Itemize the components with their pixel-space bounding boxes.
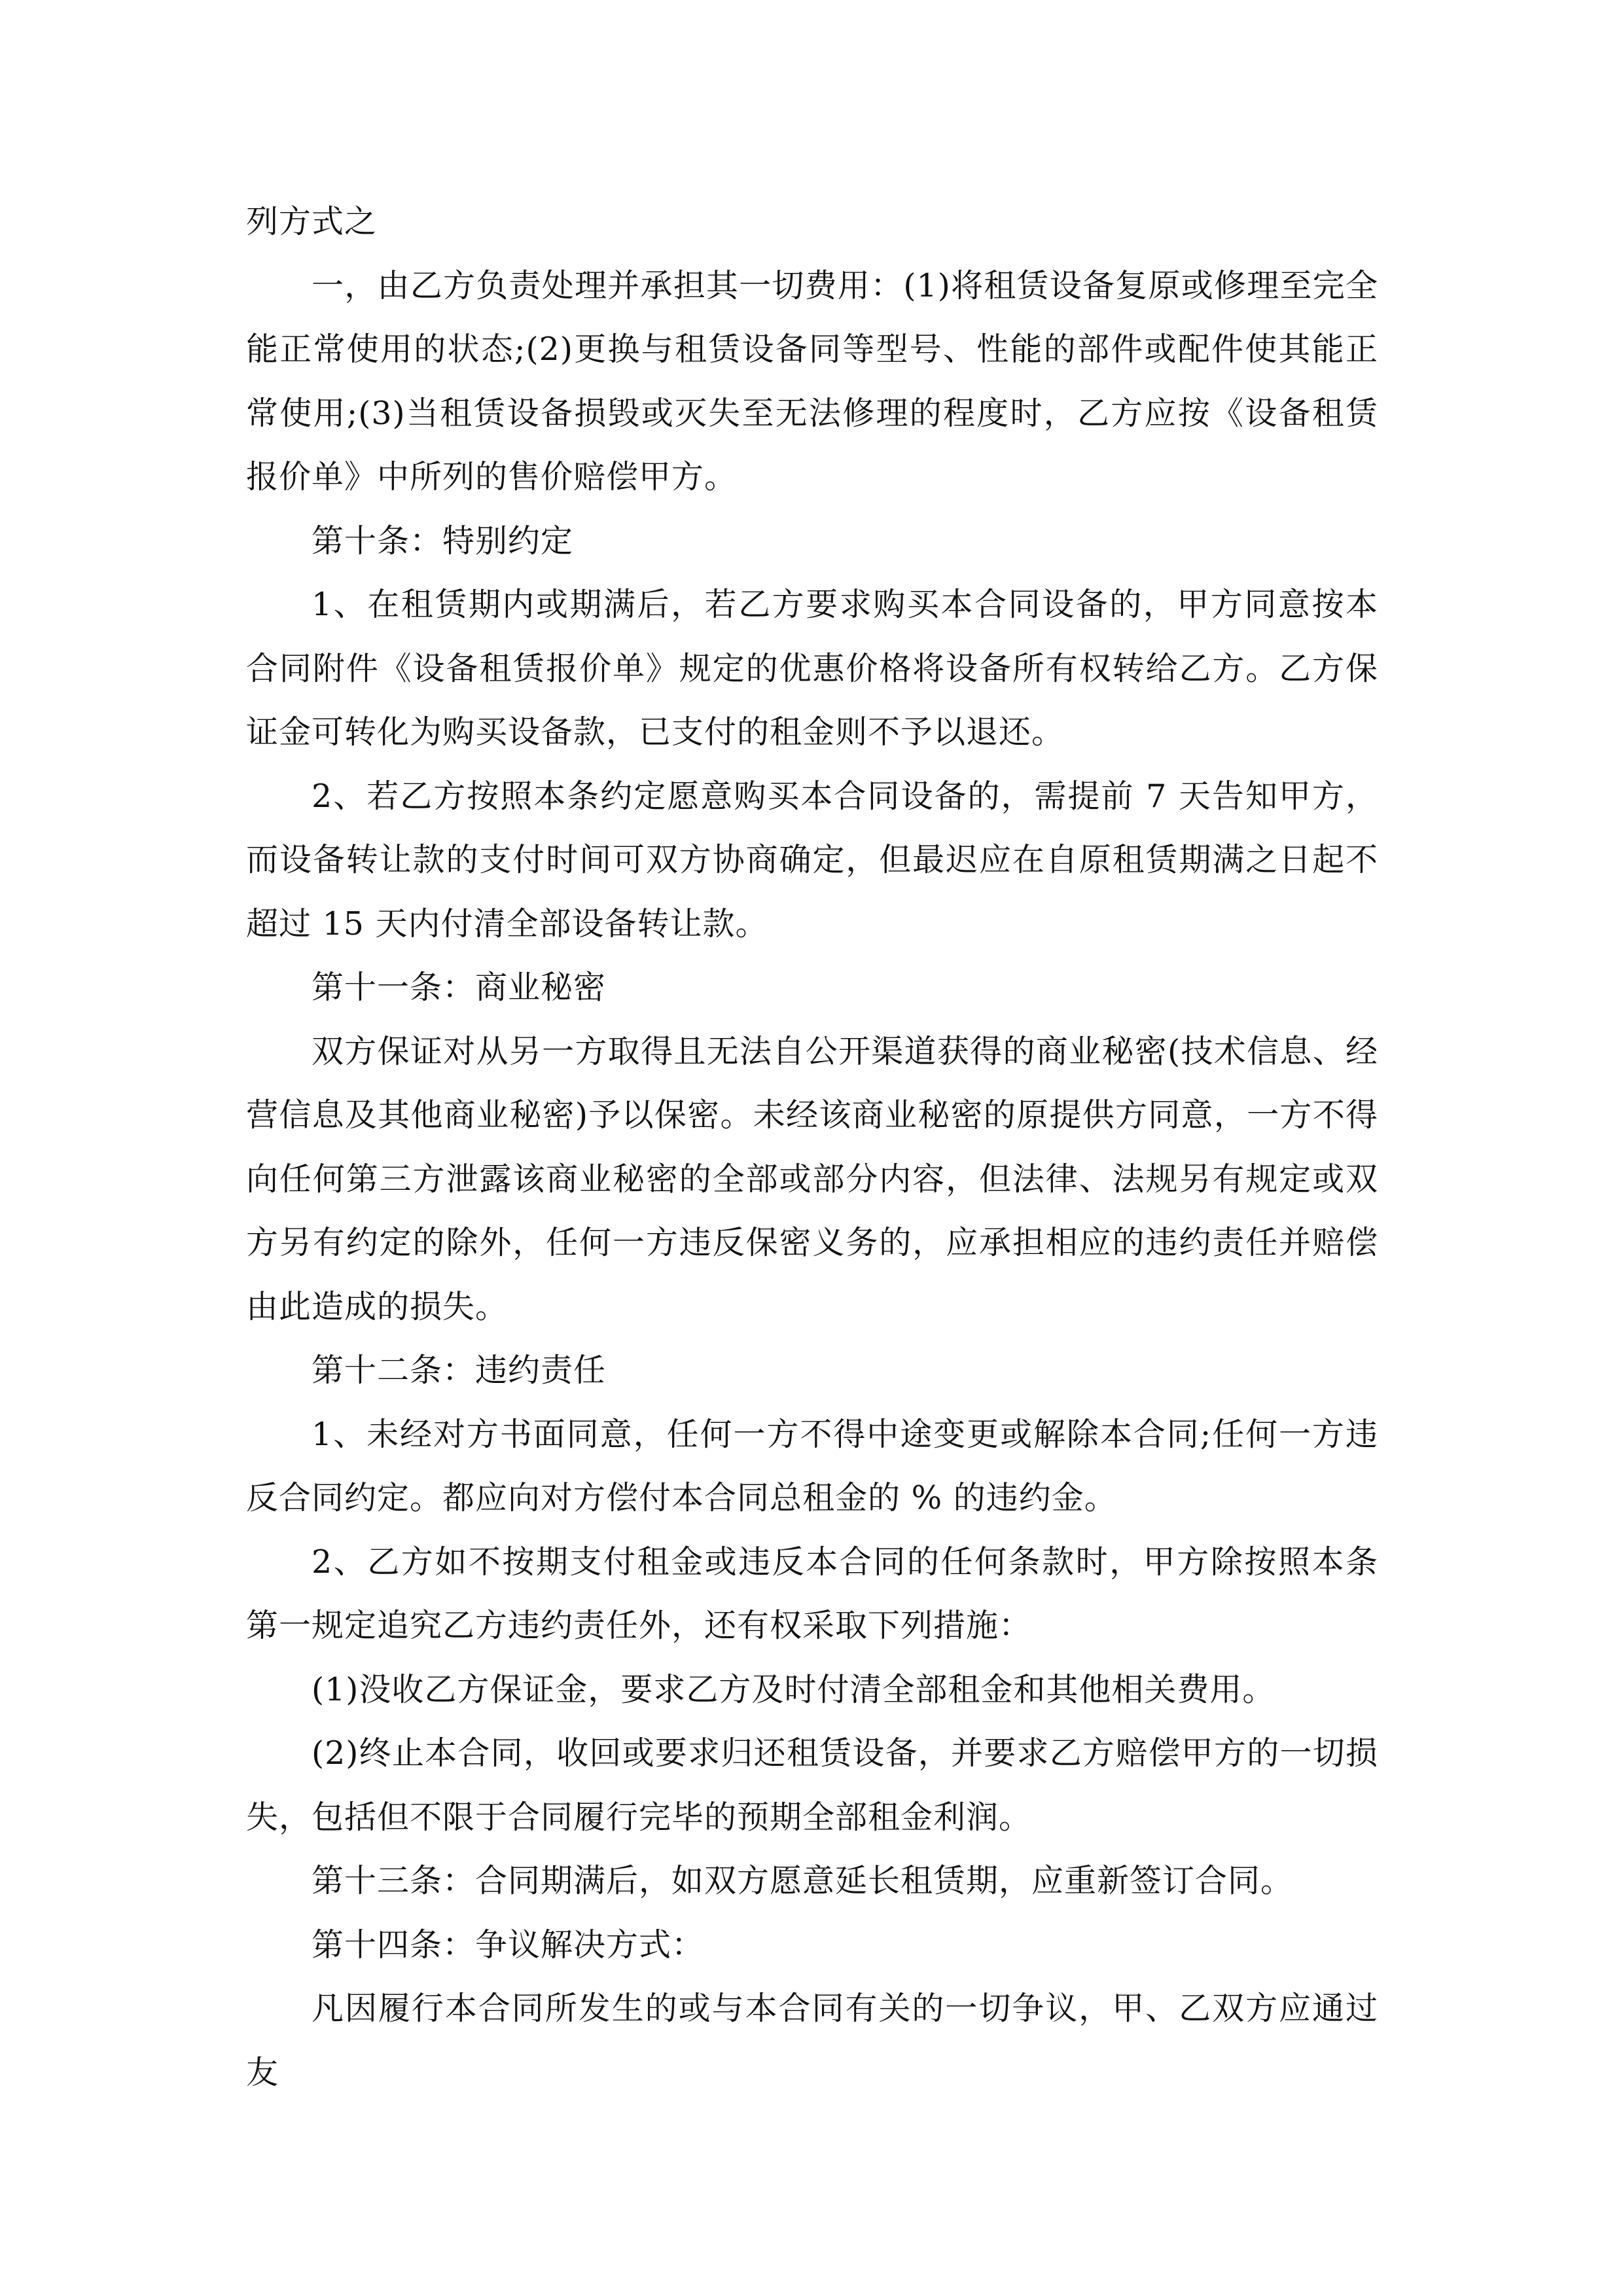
paragraph-article-12-measure-2: (2)终止本合同，收回或要求归还租赁设备，并要求乙方赔偿甲方的一切损失，包括但不限于合同履行完毕的预期全部租金利润。	[246, 1734, 1378, 1836]
paragraph-article-12-clause-1: 1、未经对方书面同意，任何一方不得中途变更或解除本合同;任何一方违反合同约定。都应向对方偿付本合同总租金的 % 的违约金。	[246, 1415, 1378, 1516]
section-heading-article-13: 第十三条：合同期满后，如双方愿意延长租赁期，应重新签订合同。	[312, 1862, 1294, 1899]
paragraph-article-12-clause-2: 2、乙方如不按期支付租金或违反本合同的任何条款时，甲方除按照本条第一规定追究乙方违约责任外，还有权采取下列措施：	[246, 1543, 1378, 1644]
paragraph-article-12-measure-1: (1)没收乙方保证金，要求乙方及时付清全部租金和其他相关费用。	[312, 1670, 1275, 1708]
section-heading-article-11: 第十一条：商业秘密	[312, 969, 607, 1006]
contract-body	[246, 190, 1378, 2104]
paragraph-article-10-clause-2: 2、若乙方按照本条约定愿意购买本合同设备的，需提前 7 天告知甲方，而设备转让款的支付时间可双方协商确定，但最迟应在自原租赁期满之日起不超过 15 天内付清全部设备转让款。	[246, 777, 1378, 942]
paragraph-article-14-body: 凡因履行本合同所发生的或与本合同有关的一切争议，甲、乙双方应通过友	[246, 1990, 1378, 2091]
paragraph-article-10-clause-1: 1、在租赁期内或期满后，若乙方要求购买本合同设备的，甲方同意按本合同附件《设备租赁报价单》规定的优惠价格将设备所有权转给乙方。乙方保证金可转化为购买设备款，已支付的租金则不予以退还。	[246, 586, 1378, 751]
paragraph-continuation: 列方式之	[246, 203, 378, 240]
section-heading-article-10: 第十条：特别约定	[312, 522, 574, 560]
section-heading-article-14: 第十四条：争议解决方式：	[312, 1926, 705, 1964]
paragraph-repair-obligations: 一，由乙方负责处理并承担其一切费用：(1)将租赁设备复原或修理至完全能正常使用的状态;(2)更换与租赁设备同等型号、性能的部件或配件使其能正常使用;(3)当租赁设备损毁或灭失至无法修理的程度时，乙方应按《设备租赁报价单》中所列的售价赔偿甲方。	[246, 266, 1378, 495]
paragraph-article-11-body: 双方保证对从另一方取得且无法自公开渠道获得的商业秘密(技术信息、经营信息及其他商业秘密)予以保密。未经该商业秘密的原提供方同意，一方不得向任何第三方泄露该商业秘密的全部或部分内容，但法律、法规另有规定或双方另有约定的除外，任何一方违反保密义务的，应承担相应的违约责任并赔偿由此造成的损失。	[246, 1032, 1378, 1325]
section-heading-article-12: 第十二条：违约责任	[312, 1352, 607, 1389]
